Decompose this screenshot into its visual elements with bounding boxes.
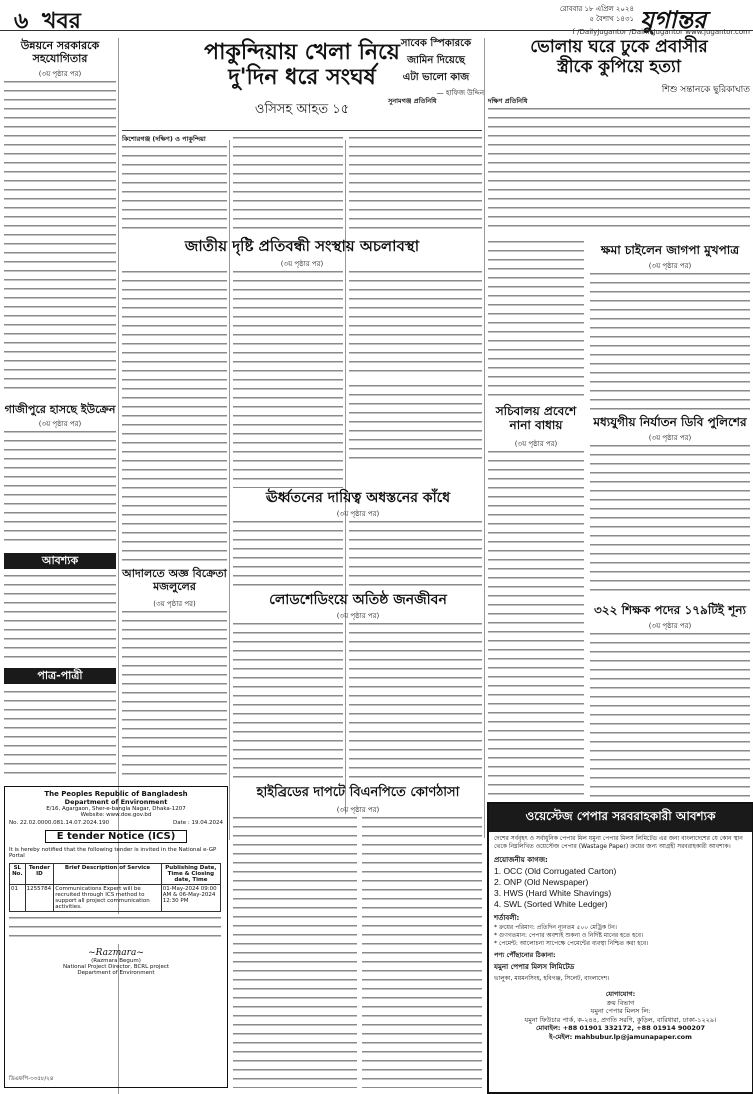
date-bangla: ৫ বৈশাখ ১৪৩১ xyxy=(589,15,634,23)
table-cell: Communications Expert will be recruited through ICS method to support all project communication activities. xyxy=(54,885,162,912)
headline-sachiv[interactable]: সচিবালয় প্রবেশে নানা বাধায় xyxy=(495,404,577,432)
ad-condition: * গুণগতমান: পেপার অবশ্যই শুকনা ও নির্দিষ্ট মানের হতে হবে। xyxy=(494,932,644,939)
article-body xyxy=(362,814,482,1088)
ad-requirements-label: প্রয়োজনীয় কাগজ: xyxy=(494,856,548,864)
classified-awashyak-header: আবশ্যক xyxy=(4,553,116,569)
lead-headline-line2: দু'দিন ধরে সংঘর্ষ xyxy=(228,65,376,91)
table-cell: 01 xyxy=(10,885,26,912)
ad-item: 4. SWL (Sorted White Ledger) xyxy=(494,899,608,909)
table-header: Publishing Date, Time & Closing date, Time xyxy=(161,864,220,885)
tender-department: Department of Environment xyxy=(64,798,168,806)
page-number: ৬ xyxy=(14,9,29,34)
continued-note: (৩য় পৃষ্ঠার পর) xyxy=(336,612,380,620)
article-body xyxy=(349,134,482,233)
classified-patro-header: পাত্র-পাত্রী xyxy=(4,668,116,684)
ad-company-label: পণ্য পৌঁছানোর ঠিকানা: xyxy=(494,951,556,959)
date-english: রোববার ১৮ এপ্রিল ২০২৪ xyxy=(559,5,634,13)
article-body xyxy=(233,814,357,1088)
bholay-subhead: শিশু সন্তানকে ছুরিকাঘাত xyxy=(661,85,750,95)
continued-note: (৩য় পৃষ্ঠার পর) xyxy=(38,70,82,78)
continued-note: (৩য় পৃষ্ঠার পর) xyxy=(280,260,324,268)
bholay-byline: দক্ষিণ প্রতিনিধি xyxy=(488,97,528,105)
ad-item: 3. HWS (Hard White Shavings) xyxy=(494,888,612,898)
headline-unnoyon[interactable]: উন্নয়নে সরকারকে সহযোগিতার xyxy=(20,39,100,65)
ad-company-address: ভালুকা, ময়মনসিংহ, হবিগঞ্জ, সিলেট, বাংলাদেশ। xyxy=(494,975,610,982)
bholay-line1: ভোলায় ঘরে ঢুকে প্রবাসীর xyxy=(530,37,708,57)
ad-contact-head: যোগাযোগ: xyxy=(605,990,636,998)
table-header: Brief Description of Service xyxy=(54,864,162,885)
ad-company: যমুনা পেপার মিলস লিমিটেড xyxy=(494,963,575,971)
continued-note: (৩য় পৃষ্ঠার পর) xyxy=(153,600,196,608)
ad-contact-dept: ক্রয় বিভাগ xyxy=(606,998,635,1007)
article-body xyxy=(590,270,750,410)
signature-icon: ~Razmara~ xyxy=(88,948,144,958)
ad-conditions-label: শর্তাবলী: xyxy=(494,914,520,922)
article-body xyxy=(4,78,116,396)
tender-terms xyxy=(9,914,221,944)
tender-government: The Peoples Republic of Bangladesh xyxy=(44,790,188,798)
article-body xyxy=(488,448,584,798)
table-header: Tender ID xyxy=(25,864,54,885)
article-body xyxy=(233,134,343,233)
article-body xyxy=(488,238,584,400)
headline-adalat[interactable]: আদালতে অজ্ঞ বিক্রেতা মজলুলের xyxy=(122,567,227,593)
article-body xyxy=(122,608,227,780)
headline-urdhwatan[interactable]: ঊর্ধ্বতনের দায়িত্ব অধস্তনের কাঁধে xyxy=(265,490,451,506)
column-rule xyxy=(484,38,485,838)
article-body xyxy=(122,143,227,233)
article-body xyxy=(233,268,343,488)
tender-website[interactable]: Website: www.doe.gov.bd xyxy=(80,812,152,818)
sabek-line1: সাবেক স্পিকারকে xyxy=(400,38,472,49)
ad-contact-address: যমুনা ফিউচার পার্ক, ক-২৪৪, প্রগতি সরণি, কুড়িল, বারিধারা, ঢাকা-১২২৯। xyxy=(524,1015,717,1024)
headline-khoma[interactable]: ক্ষমা চাইলেন জাগপা মুখপাত্র xyxy=(600,243,740,257)
article-body xyxy=(349,268,482,378)
bholay-headline[interactable] xyxy=(488,38,750,77)
article-body xyxy=(349,382,482,462)
ad-contact-email[interactable]: ই-মেইল: mahbubur.lp@jamunapaper.com xyxy=(549,1032,692,1041)
divider xyxy=(122,130,482,131)
headline-shikkhok[interactable]: ৩২২ শিক্ষক পদের ১৭৯টিই শূন্য xyxy=(594,603,746,617)
ad-item: 1. OCC (Old Corrugated Carton) xyxy=(494,866,617,876)
article-body xyxy=(122,268,227,408)
sabek-line3: এটা ভালো কাজ xyxy=(402,72,470,83)
table-cell: 01-May-2024 09:00 AM & 06-May-2024 12:30 PM xyxy=(161,885,220,912)
lead-byline: কিশোরগঞ্জ (দক্ষিণ) ও পাকুন্দিয়া xyxy=(122,135,206,143)
tender-memo: No. 22.02.0000.081.14.07.2024.190 xyxy=(9,820,110,826)
article-body xyxy=(233,518,343,586)
ad-title: ওয়েস্টেজ পেপার সরবরাহকারী আবশ্যক xyxy=(489,804,752,832)
tender-sign-name: (Razmara Begum) xyxy=(91,958,141,964)
ad-item: 2. ONP (Old Newspaper) xyxy=(494,877,589,887)
table-row xyxy=(10,885,221,912)
headline-madhyajug[interactable]: মধ্যযুগীয় নির্যাতন ডিবি পুলিশের xyxy=(593,415,747,429)
headline-hybrid[interactable]: হাইব্রিডের দাপটে বিএনপিতে কোণঠাসা xyxy=(256,785,460,800)
article-body xyxy=(233,620,343,780)
headline-gazipur[interactable]: গাজীপুরে হাসছে ইউক্রেন xyxy=(4,403,116,416)
ad-condition: * ক্রয়ের পরিমাণ: প্রতিদিন ন্যূনতম ৫০০ মেট্রিক টন। xyxy=(494,924,617,931)
article-body xyxy=(590,630,750,798)
continued-note: (৩য় পৃষ্ঠার পর) xyxy=(336,806,380,814)
continued-note: (৩য় পৃষ্ঠার পর) xyxy=(648,434,692,442)
tender-sign-office: Department of Environment xyxy=(77,970,155,976)
classified-body xyxy=(4,572,116,664)
lead-subhead: ওসিসহ আহত ১৫ xyxy=(254,102,350,117)
tender-date: Date : 19.04.2024 xyxy=(173,820,223,826)
ad-condition: * পেমেন্ট: আলোচনা সাপেক্ষে পেমেন্টের ব্যবস্থা নিশ্চিত করা হবে। xyxy=(494,940,649,947)
classified-body xyxy=(4,688,116,780)
continued-note: (৩য় পৃষ্ঠার পর) xyxy=(38,420,82,428)
ad-contact-company: যমুনা পেপার মিলস লি: xyxy=(590,1007,651,1015)
continued-note: (৩য় পৃষ্ঠার পর) xyxy=(648,262,692,270)
wastage-paper-ad xyxy=(487,802,753,1094)
tender-address: E/16, Agargaon, Sher-e-bangla Nagar, Dhaka-1207 xyxy=(46,806,186,812)
tender-sign-title: National Project Director, BCRL project xyxy=(62,964,170,970)
article-body xyxy=(590,442,750,598)
tender-title: E tender Notice (ICS) xyxy=(45,830,187,843)
ad-contact-phone[interactable]: মোবাইল: +88 01901 332172, +88 01914 900207 xyxy=(536,1024,705,1032)
section-title: খবর xyxy=(42,9,81,34)
dateline xyxy=(504,4,634,24)
lead-headline-line1: পাকুন্দিয়ায় খেলা নিয়ে xyxy=(204,40,400,65)
article-body xyxy=(349,518,482,586)
article-body xyxy=(349,620,482,780)
tender-intro: It is hereby notified that the following tender is invited in the National e-GP Portal xyxy=(9,847,217,859)
newspaper-logo: যুগান্তর xyxy=(640,5,707,34)
headline-jatiyo[interactable]: জাতীয় দৃষ্টি প্রতিবন্ধী সংস্থায় অচলাবস্থা xyxy=(184,237,420,255)
table-cell: 1255784 xyxy=(25,885,54,912)
table-header: SL No. xyxy=(10,864,26,885)
tender-footer-code: ডিএফপি-৩৩৫৮/২৪ xyxy=(9,1076,54,1082)
sabek-line2: জামিন দিয়েছে xyxy=(407,55,465,66)
tender-notice xyxy=(4,786,228,1088)
headline-load[interactable]: লোডশেডিংয়ে অতিষ্ঠ জনজীবন xyxy=(269,592,447,608)
article-body xyxy=(488,105,750,233)
article-body xyxy=(4,428,116,548)
sabek-author: — হাফিজ উদ্দিন xyxy=(436,89,484,97)
sabek-byline: সুনামগঞ্জ প্রতিনিধি xyxy=(388,97,437,105)
sabek-headline[interactable] xyxy=(388,36,484,99)
continued-note: (৩য় পৃষ্ঠার পর) xyxy=(648,622,692,630)
continued-note: (৩য় পৃষ্ঠার পর) xyxy=(336,510,380,518)
bholay-line2: স্ত্রীকে কুপিয়ে হত্যা xyxy=(557,56,681,77)
table-header-row xyxy=(10,864,221,885)
tender-table xyxy=(9,863,221,912)
social-links[interactable]: f /DailyJugantor /DainikJugantor www.jugantor.com xyxy=(572,28,750,36)
continued-note: (৩য় পৃষ্ঠার পর) xyxy=(514,440,558,448)
ad-intro: দেশের সর্ববৃহৎ ও সর্বাধুনিক পেপার মিল যমুনা পেপার মিলস লিমিটেড এর জন্য বাংলাদেশের যে কোন স্থান থেকে নিম্নলিখিত ওয়েস্টেজ পেপার (Wastage Paper) ক্রয়ের জন্য আগ্রহী সরবরাহকারী আবশ্যক। xyxy=(494,835,743,850)
article-body xyxy=(122,412,227,562)
